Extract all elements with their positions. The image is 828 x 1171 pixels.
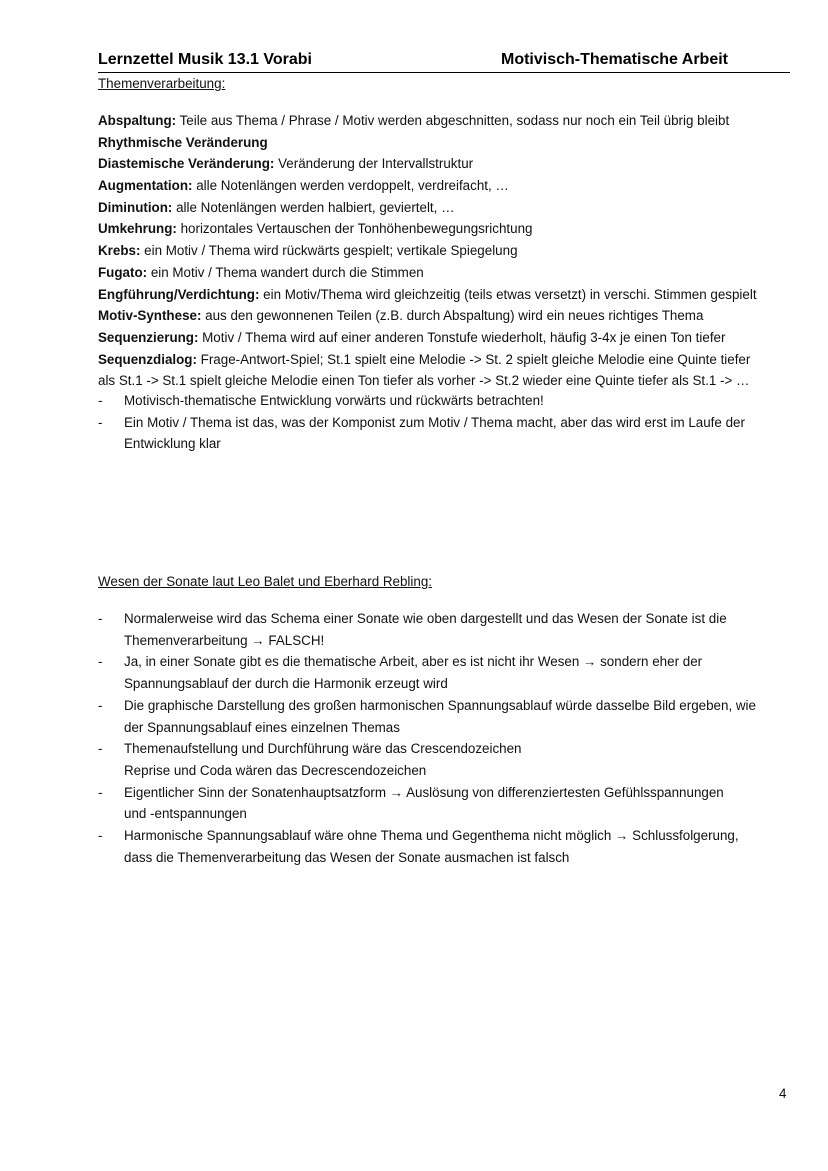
bullet-dash: -	[98, 697, 103, 713]
bullet-dash: -	[98, 611, 103, 626]
bullet-text: Die graphische Darstellung des großen harmonischen Spannungsablauf würde dasselbe Bild ergeben, wie	[124, 697, 756, 713]
list-item	[98, 651, 798, 694]
definition-krebs	[98, 240, 798, 262]
list-item	[98, 390, 798, 412]
bullet-text: der Spannungsablauf eines einzelnen Themas	[124, 719, 400, 735]
definition-term: Sequenzdialog:	[98, 351, 197, 367]
definition-text: Veränderung der Intervallstruktur	[274, 156, 474, 172]
bullet-text: Ja, in einer Sonate gibt es die thematische Arbeit, aber es ist nicht ihr Wesen → sondern eher der	[124, 654, 703, 670]
bullet-text: dass die Themenverarbeitung das Wesen der Sonate ausmachen ist falsch	[124, 849, 570, 865]
bullet-text: Eigentlicher Sinn der Sonatenhauptsatzform → Auslösung von differenziertesten Gefühlsspannungen	[124, 784, 724, 800]
definition-term: Diminution:	[98, 199, 173, 215]
definition-term: Augmentation:	[98, 178, 193, 194]
section-heading-wesen-der-sonate: Wesen der Sonate laut Leo Balet und Eberhard Rebling:	[98, 574, 433, 589]
list-item	[98, 608, 798, 651]
definition-text: aus den gewonnenen Teilen (z.B. durch Abspaltung) wird ein neues richtiges Thema	[201, 308, 704, 324]
definition-diminution	[98, 197, 798, 219]
definition-text: horizontales Vertauschen der Tonhöhenbewegungsrichtung	[176, 221, 533, 237]
definition-abspaltung	[98, 110, 798, 132]
bullet-text: Motivisch-thematische Entwicklung vorwärts und rückwärts betrachten!	[124, 393, 544, 408]
list-item	[98, 412, 798, 455]
definition-engfuehrung	[98, 284, 798, 306]
header-title-right: Motivisch-Thematische Arbeit	[500, 51, 728, 68]
definition-term: Sequenzierung:	[98, 329, 199, 345]
definition-term: Engführung/Verdichtung:	[98, 286, 260, 302]
definition-text: ein Motiv / Thema wird rückwärts gespielt; vertikale Spiegelung	[140, 243, 518, 259]
definition-text: Motiv / Thema wird auf einer anderen Tonstufe wiederholt, häufig 3-4x je einen Ton tiefer	[198, 329, 726, 345]
list-item	[98, 695, 798, 738]
definition-term: Diastemische Veränderung:	[98, 156, 275, 172]
definition-umkehrung	[98, 218, 798, 240]
bullet-text: Ein Motiv / Thema ist das, was der Komponist zum Motiv / Thema macht, aber das wird erst im Laufe der	[124, 414, 745, 430]
bullet-text: Reprise und Coda wären das Decrescendozeichen	[124, 762, 427, 778]
bullet-text: Entwicklung klar	[124, 436, 221, 452]
bullet-dash: -	[98, 741, 103, 757]
bullet-dash: -	[98, 414, 103, 430]
section-heading-themenverarbeitung: Themenverarbeitung:	[98, 76, 226, 91]
definition-text: ein Motiv/Thema wird gleichzeitig (teils etwas versetzt) in verschi. Stimmen gespielt	[259, 286, 757, 302]
bullet-text: und -entspannungen	[124, 806, 247, 822]
bullet-dash: -	[98, 393, 103, 408]
page-number: 4	[779, 1086, 787, 1101]
definition-term: Rhythmische Veränderung	[98, 134, 268, 150]
bullet-list-section2	[98, 608, 798, 868]
definition-sequenzierung	[98, 327, 798, 349]
list-item	[98, 782, 798, 825]
bullet-dash: -	[98, 828, 103, 844]
bullet-list-section1	[98, 390, 798, 455]
list-item	[98, 738, 798, 781]
definition-diastemische-veraenderung	[98, 153, 798, 175]
definition-sequenzdialog	[98, 349, 798, 371]
definition-term: Krebs:	[98, 243, 141, 259]
definition-continuation: als St.1 -> St.1 spielt gleiche Melodie einen Ton tiefer als vorher -> St.2 wieder eine Quinte tiefer als St.1 -> …	[98, 373, 750, 389]
page-header	[98, 50, 790, 73]
definition-fugato	[98, 262, 798, 284]
definition-term: Umkehrung:	[98, 221, 177, 237]
bullet-dash: -	[98, 654, 103, 670]
definition-motiv-synthese	[98, 305, 798, 327]
definition-text: Frage-Antwort-Spiel; St.1 spielt eine Melodie -> St. 2 spielt gleiche Melodie eine Quinte tiefer	[196, 351, 751, 367]
definition-text: alle Notenlängen werden verdoppelt, verdreifacht, …	[192, 178, 509, 194]
bullet-text: Spannungsablauf der durch die Harmonik erzeugt wird	[124, 676, 448, 692]
list-item	[98, 825, 798, 868]
header-title-left: Lernzettel Musik 13.1 Vorabi	[98, 51, 312, 68]
definition-list	[98, 110, 798, 392]
definition-term: Abspaltung:	[98, 113, 177, 128]
bullet-text: Normalerweise wird das Schema einer Sonate wie oben dargestellt und das Wesen der Sonate ist die	[124, 611, 727, 626]
bullet-text: Harmonische Spannungsablauf wäre ohne Thema und Gegenthema nicht möglich → Schlussfolgerung,	[124, 828, 739, 844]
definition-text: ein Motiv / Thema wandert durch die Stimmen	[147, 264, 424, 280]
definition-text: alle Notenlängen werden halbiert, geviertelt, …	[172, 199, 455, 215]
definition-term: Motiv-Synthese:	[98, 308, 202, 324]
bullet-text: Themenaufstellung und Durchführung wäre das Crescendozeichen	[124, 741, 522, 757]
definition-rhythmische-veraenderung	[98, 132, 798, 154]
bullet-text: Themenverarbeitung → FALSCH!	[124, 632, 325, 648]
definition-augmentation	[98, 175, 798, 197]
definition-text: Teile aus Thema / Phrase / Motiv werden abgeschnitten, sodass nur noch ein Teil übrig bleibt	[176, 113, 730, 128]
definition-term: Fugato:	[98, 264, 148, 280]
bullet-dash: -	[98, 784, 103, 800]
